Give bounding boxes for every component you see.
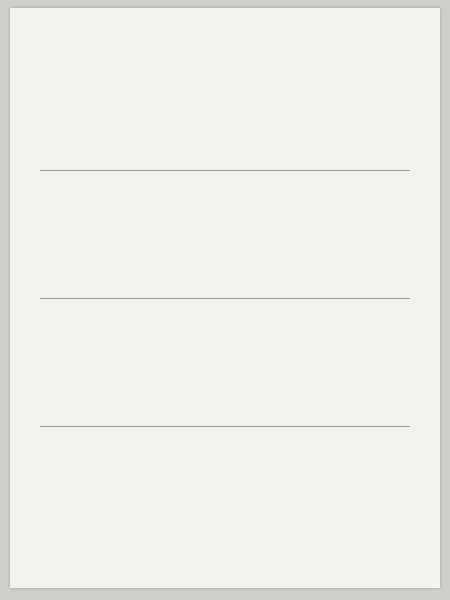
tier-divider [40, 426, 410, 427]
tier-2-columns [40, 176, 410, 294]
tier-4-columns [40, 432, 410, 550]
tier-1 [40, 48, 410, 166]
tier-1-columns [40, 48, 410, 166]
tier-divider [40, 170, 410, 171]
tier-2 [40, 176, 410, 294]
tier-3-columns [40, 304, 410, 422]
tier-4 [40, 432, 410, 550]
tier-3 [40, 304, 410, 422]
tier-divider [40, 298, 410, 299]
document-page [10, 8, 440, 588]
page-number [10, 564, 440, 574]
